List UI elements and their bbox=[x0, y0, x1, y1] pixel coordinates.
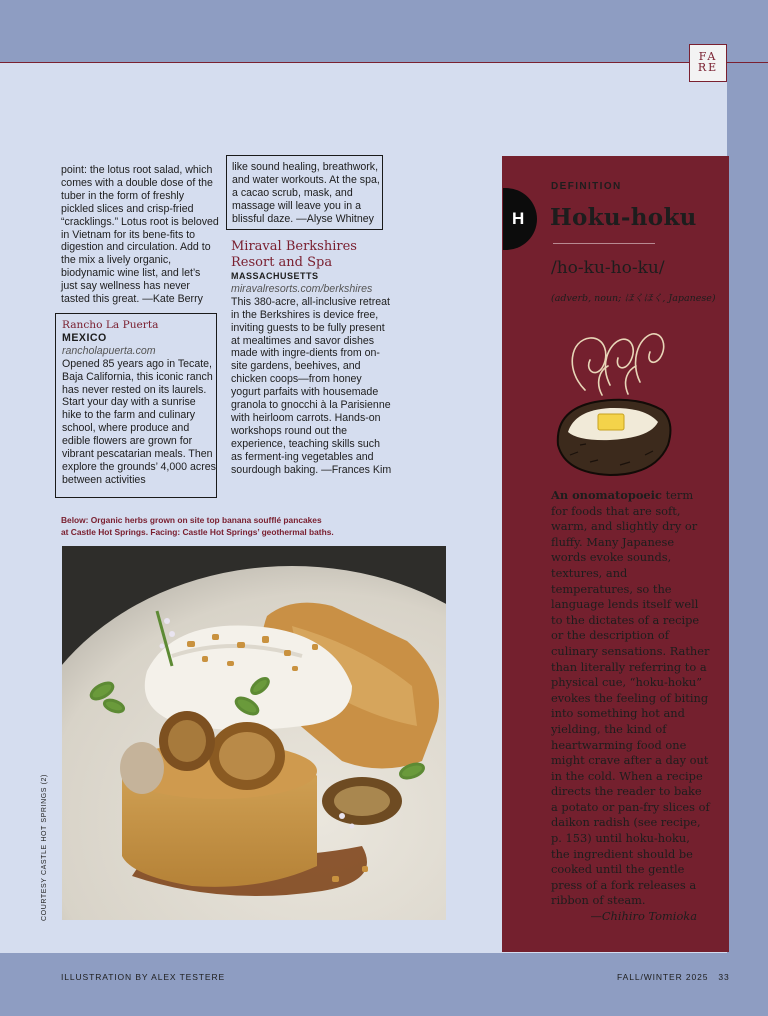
steaming-potato-illustration bbox=[550, 310, 680, 485]
issue-label: FALL/WINTER 2025 bbox=[617, 972, 709, 982]
fare-logo bbox=[689, 44, 727, 82]
letter-badge: H bbox=[503, 188, 537, 250]
article-column-1 bbox=[61, 164, 219, 306]
rancho-la-puerta-box bbox=[55, 313, 217, 498]
definition-body bbox=[551, 488, 711, 925]
definition-label: DEFINITION bbox=[551, 181, 622, 192]
photo-credit: COURTESY CASTLE HOT SPRINGS (2) bbox=[41, 774, 48, 921]
miraval-entry bbox=[231, 239, 393, 477]
spa-continuation-box bbox=[226, 155, 383, 230]
miraval-region: MASSACHUSETTS bbox=[231, 271, 319, 281]
miraval-title-line2: Resort and Spa bbox=[231, 254, 333, 270]
photo-caption bbox=[61, 514, 401, 538]
souffle-pancake-photo bbox=[62, 546, 446, 920]
rancho-body: Opened 85 years ago in Tecate, Baja California, this iconic ranch has never rested on its laurels. Start your day with a sunrise hike to the farm and culinary school, where produce and edible flowers are grown for vibrant pescatarian meals. Then explore the grounds’ 4,000 acres between activities bbox=[62, 357, 216, 486]
caption-line2: at Castle Hot Springs. Facing: Castle Hot Springs’ geothermal baths. bbox=[61, 527, 334, 537]
spa-continuation-text: like sound healing, breathwork, and water workouts. At the spa, a cacao scrub, mask, and massage will leave you in a blissful daze. —Alyse Whitney bbox=[232, 161, 380, 225]
rancho-region: MEXICO bbox=[62, 331, 107, 344]
definition-word: Hoku-hoku bbox=[550, 204, 697, 231]
miraval-body: This 380-acre, all-inclusive retreat in the Berkshires is device free, inviting guests to be fully present at mealtimes and savor dishes made with ingre-dients from on-site gardens, beehives, and chicken coops—from honey yogurt parfaits with housemade granola to gnocchi à la Parisienne with heirloom carrots. Hands-on workshops round out the experience, teaching skills such as ferment-ing vegetables and sourdough baking. —Frances Kim bbox=[231, 295, 392, 476]
top-band bbox=[0, 0, 768, 63]
rancho-url[interactable]: rancholapuerta.com bbox=[62, 344, 156, 357]
definition-divider bbox=[553, 243, 655, 244]
lotus-root-paragraph: point: the lotus root salad, which comes with a double dose of the tuber in the form of freshly pickled slices and crisp-fried “cracklings.” Lotus root is beloved in Vietnam for its bene-fits to digestion and circulation. Add to the mix a lively organic, biodynamic wine list, and let’s just say wellness has never tasted this great. —Kate Berry bbox=[61, 164, 219, 306]
definition-text: term for foods that are soft, warm, and slightly dry or fluffy. Many Japanese words evoke sounds, textures, and temperatures, so the language lends itself well to the dictates of a recipe or the description of culinary sensations. Rather than literally referring to a physical cue, “hoku-hoku” evokes the feeling of biting into something hot and yielding, the kind of heartwarming food one might crave after a day out in the cold. When a recipe directs the reader to bake a potato or pan-fry slices of daikon radish (see recipe, p. 153) until hoku-hoku, the ingredient should be cooked until the gentle press of a fork releases a ribbon of steam. bbox=[551, 488, 710, 908]
illustration-credit: ILLUSTRATION BY ALEX TESTERE bbox=[61, 972, 226, 982]
footer-issue bbox=[617, 972, 730, 982]
definition-pronunciation: /ho-ku-ho-ku/ bbox=[551, 258, 665, 278]
definition-part-of-speech: (adverb, noun; ほくほく, Japanese) bbox=[551, 293, 716, 304]
definition-author: —Chihiro Tomioka bbox=[590, 909, 697, 924]
fare-logo-line2: RE bbox=[697, 61, 719, 74]
miraval-title-line1: Miraval Berkshires bbox=[231, 239, 357, 254]
definition-lead: An onomatopoeic bbox=[551, 488, 662, 502]
page-number: 33 bbox=[718, 972, 730, 982]
miraval-url[interactable]: miravalresorts.com/berkshires bbox=[231, 282, 373, 295]
caption-line1: Below: Organic herbs grown on site top banana soufflé pancakes bbox=[61, 515, 322, 525]
fare-logo-line1: FA bbox=[698, 50, 718, 63]
rancho-title: Rancho La Puerta bbox=[62, 319, 159, 331]
